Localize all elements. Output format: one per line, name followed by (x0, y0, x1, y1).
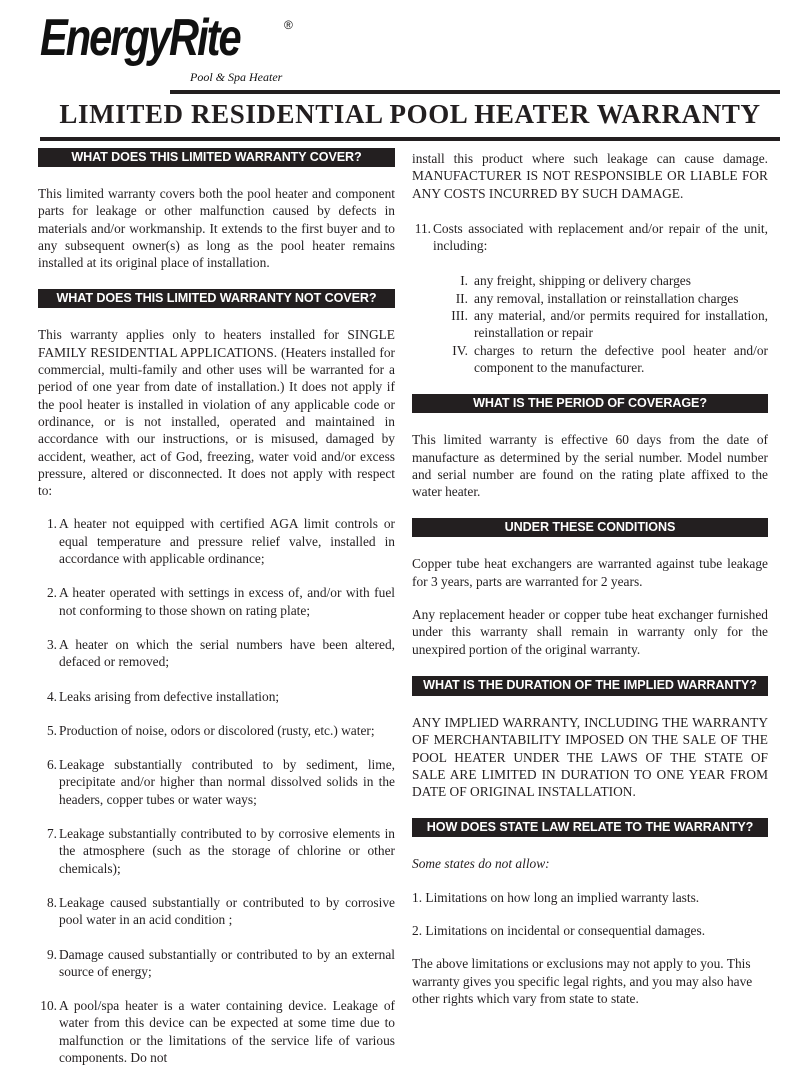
item-10-continued: install this product where such leakage can cause damage. MANUFACTURER IS NOT RESPONSIBLE OR LIABLE FOR ANY COSTS INCURRED BY SUCH DAMAGE. (412, 151, 768, 201)
sub-list-item: I. any freight, shipping or delivery charges (460, 273, 691, 289)
sub-list-item: II. any removal, installation or reinstallation charges (455, 290, 739, 306)
list-item: 3. A heater on which the serial numbers have been altered, defaced or removed; (46, 636, 395, 670)
page-title: LIMITED RESIDENTIAL POOL HEATER WARRANTY (59, 99, 761, 129)
title-rule-top (170, 90, 780, 94)
conditions-body-2: Any replacement header or copper tube heat exchanger furnished under this warranty shall remain in warranty only for the unexpired portion of the original warranty. (412, 607, 768, 657)
list-item: 8. Leakage caused substantially or contributed to by corrosive pool water in an acid condition ; (46, 894, 395, 928)
registered-mark: ® (284, 18, 293, 32)
list-item: 10. A pool/spa heater is a water containing device. Leakage of water from this device can be expected at some time due to malfunction or the limitations of the service life of various components. Do not (40, 998, 395, 1065)
period-body: This limited warranty is effective 60 days from the date of manufacture as determined by the serial number. Model number and serial number are found on the rating plate affixed to the water heater. (412, 432, 768, 500)
list-item: 2. A heater operated with settings in excess of, and/or with fuel not conforming to those shown on rating plate; (46, 585, 395, 618)
sub-list-item: III. any material, and/or permits required for installation, reinstallation or repair (451, 308, 768, 341)
list-item: 6. Leakage substantially contributed to by sediment, lime, precipitate and/or higher than normal dissolved solids in the headers, copper tubes or water ways; (46, 757, 395, 807)
section-heading-state-law: HOW DOES STATE LAW RELATE TO THE WARRANTY? (412, 818, 768, 837)
logo-brand-name: EnergyRite (40, 9, 240, 67)
list-item: 11. Costs associated with replacement and/or repair of the unit, including: (414, 220, 768, 254)
state-law-item-2: 2. Limitations on incidental or consequential damages. (412, 923, 706, 939)
implied-body: ANY IMPLIED WARRANTY, INCLUDING THE WARRANTY OF MERCHANTABILITY IMPOSED ON THE SALE OF THE POOL HEATER UNDER THE LAWS OF THE STATE OF SALE ARE LIMITED IN DURATION TO ONE YEAR FROM DATE OF ORIGINAL INSTALLATION. (412, 714, 768, 800)
costs-sublist (412, 272, 768, 376)
exclusions-list-continued (412, 220, 768, 255)
state-law-intro: Some states do not allow: (412, 856, 550, 872)
section-heading-implied: WHAT IS THE DURATION OF THE IMPLIED WARRANTY? (412, 676, 768, 696)
energyrite-logo (40, 9, 302, 88)
title-rule-bottom (40, 137, 780, 141)
list-item: 1. A heater not equipped with certified AGA limit controls or equal temperature and pressure relief valve, installed in accordance with applicable ordinance; (46, 516, 395, 567)
left-column (38, 148, 395, 1066)
list-item: 9. Damage caused substantially or contributed to by an external source of energy; (46, 946, 395, 979)
state-law-item-1: 1. Limitations on how long an implied warranty lasts. (412, 889, 700, 905)
section-heading-period: WHAT IS THE PERIOD OF COVERAGE? (412, 394, 768, 413)
conditions-body-1: Copper tube heat exchangers are warranted against tube leakage for 3 years, parts are warranted for 2 years. (412, 556, 768, 589)
exclusions-list (38, 515, 395, 1066)
state-law-closing: The above limitations or exclusions may not apply to you. This warranty gives you specific legal rights, and you may also have other rights which vary from state to state. (412, 956, 753, 1006)
section-heading-not-cover: WHAT DOES THIS LIMITED WARRANTY NOT COVER? (38, 289, 395, 308)
not-cover-body: This warranty applies only to heaters installed for SINGLE FAMILY RESIDENTIAL APPLICATIONS. (Heaters installed for commercial, multi-family and other uses will be warranted for a period of one year from date of installation.) It does not apply if the pool heater is installed in violation of any applicable code or ordinance, or is not installed, operated and maintained in accordance with our instructions, or is misused, damaged by accident, weather, act of God, freezing, water void and/or excess pressure, altered or disconnected. It does not apply with respect to: (38, 327, 395, 499)
section-heading-cover: WHAT DOES THIS LIMITED WARRANTY COVER? (38, 148, 395, 167)
section-heading-conditions: UNDER THESE CONDITIONS (412, 518, 768, 537)
cover-body: This limited warranty covers both the pool heater and component parts for leakage or other malfunction caused by defects in materials and/or workmanship. It extends to the first buyer and to any subsequent owner(s) as long as the pool heater remains installed at its original place of installation. (38, 186, 395, 271)
right-column (412, 148, 768, 1007)
list-item: 4. Leaks arising from defective installation; (46, 688, 280, 704)
sub-list-item: IV. charges to return the defective pool heater and/or component to the manufacturer. (452, 342, 768, 375)
logo-subtitle: Pool & Spa Heater (190, 70, 283, 84)
list-item: 7. Leakage substantially contributed to by corrosive elements in the atmosphere (such as the storage of chlorine or other chemicals); (46, 826, 395, 876)
list-item: 5. Production of noise, odors or discolored (rusty, etc.) water; (46, 722, 375, 738)
